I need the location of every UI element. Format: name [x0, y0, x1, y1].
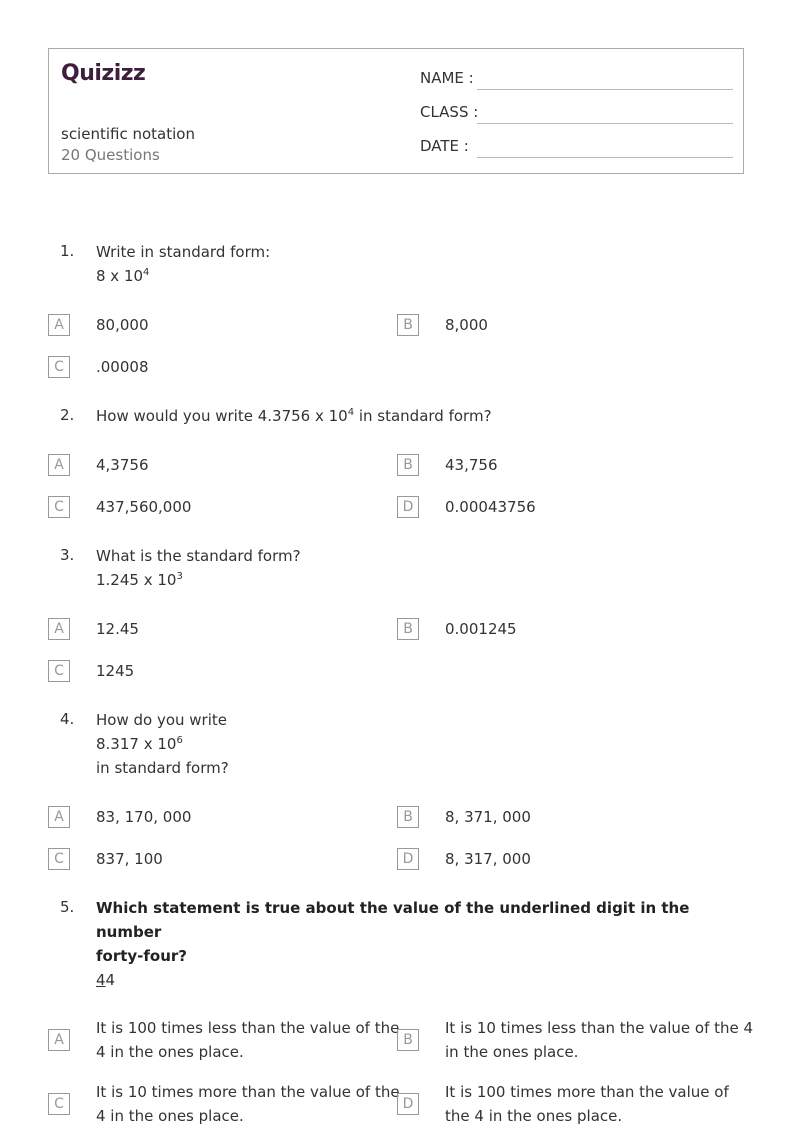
option-text: It is 100 times less than the value of the 4 in the ones place. [96, 1019, 400, 1061]
svg-text:Quizizz: Quizizz [61, 61, 146, 86]
option-text: 8, 371, 000 [445, 808, 531, 826]
option-box-a[interactable]: A [48, 618, 70, 640]
option-box-a[interactable]: A [48, 1029, 70, 1051]
option-box-c[interactable]: C [48, 660, 70, 682]
option-text: 4,3756 [96, 456, 149, 474]
number-display: 44 [96, 971, 116, 989]
question-number: 3. [60, 546, 75, 564]
question-number: 2. [60, 406, 75, 424]
option-text: It is 10 times more than the value of the 4 in the ones place. [96, 1083, 400, 1125]
option-box-b[interactable]: B [397, 314, 419, 336]
option-box-d[interactable]: D [397, 1093, 419, 1115]
date-field[interactable] [477, 157, 733, 158]
option-box-d[interactable]: D [397, 848, 419, 870]
date-label: DATE : [420, 137, 469, 155]
option-text: 83, 170, 000 [96, 808, 192, 826]
option-box-b[interactable]: B [397, 618, 419, 640]
option-text: 8, 317, 000 [445, 850, 531, 868]
option-text: 12.45 [96, 620, 139, 638]
option-box-b[interactable]: B [397, 454, 419, 476]
name-field[interactable] [477, 89, 733, 90]
question-count: 20 Questions [61, 146, 160, 164]
worksheet-header [48, 48, 744, 174]
question-text: Write in standard form: 8 x $10^4$ [96, 243, 271, 285]
worksheet-title: scientific notation [61, 125, 195, 143]
option-box-d[interactable]: D [397, 496, 419, 518]
question-number: 4. [60, 710, 75, 728]
option-box-a[interactable]: A [48, 454, 70, 476]
option-box-c[interactable]: C [48, 1093, 70, 1115]
option-text: 1245 [96, 662, 135, 680]
question-text: What is the standard form? 1.245 x $10^3$ [96, 547, 301, 589]
option-text: 80,000 [96, 316, 149, 334]
option-text: 0.001245 [445, 620, 517, 638]
option-text: It is 10 times less than the value of the 4 in the ones place. [445, 1019, 754, 1061]
quizizz-logo [61, 59, 153, 87]
underlined-digit: 4 [96, 971, 106, 989]
question-number: 1. [60, 242, 75, 260]
question-text: How would you write 4.3756 x $10^4$ in standard form? [96, 407, 492, 425]
option-text: 0.00043756 [445, 498, 536, 516]
option-text: .00008 [96, 358, 149, 376]
option-text: 43,756 [445, 456, 498, 474]
option-box-a[interactable]: A [48, 806, 70, 828]
option-box-c[interactable]: C [48, 496, 70, 518]
question-text: Which statement is true about the value of the underlined digit in the number forty-four? [96, 899, 690, 965]
class-field[interactable] [477, 123, 733, 124]
option-text: 437,560,000 [96, 498, 192, 516]
question-number: 5. [60, 898, 75, 916]
option-text: It is 100 times more than the value of the 4 in the ones place. [445, 1083, 729, 1125]
option-box-b[interactable]: B [397, 1029, 419, 1051]
option-box-c[interactable]: C [48, 356, 70, 378]
option-box-a[interactable]: A [48, 314, 70, 336]
option-box-b[interactable]: B [397, 806, 419, 828]
class-label: CLASS : [420, 103, 479, 121]
option-text: 8,000 [445, 316, 488, 334]
option-box-c[interactable]: C [48, 848, 70, 870]
question-text: How do you write 8.317 x $10^6$ in standard form? [96, 711, 229, 777]
option-text: 837, 100 [96, 850, 163, 868]
name-label: NAME : [420, 69, 474, 87]
